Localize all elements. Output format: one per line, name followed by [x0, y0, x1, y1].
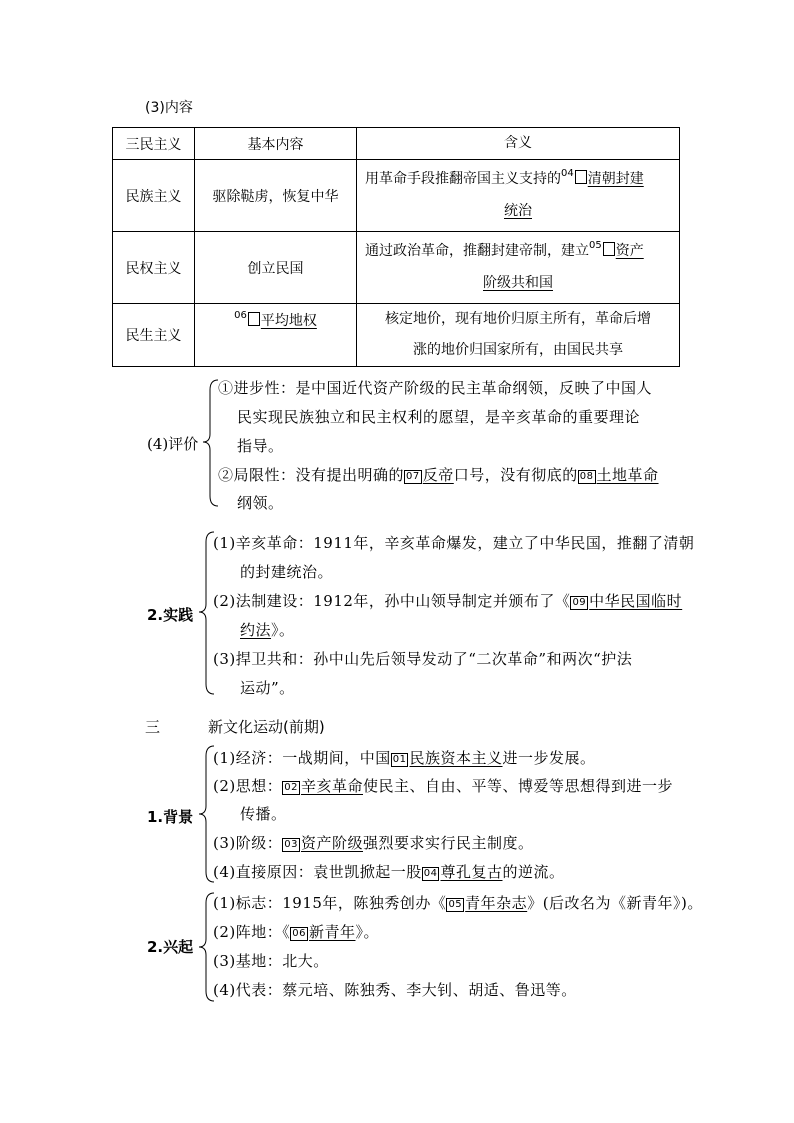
answer-text: 平均地权	[260, 313, 317, 329]
background-item1: (1)经济：一战期间，中国 01 民族资本主义进一步发展。	[213, 749, 596, 767]
practice-item1-line2: 的封建统治。	[240, 563, 334, 581]
practice-item3-line2: 运动”。	[240, 679, 295, 697]
principle-cell: 民权主义	[113, 232, 195, 304]
header-cell: 三民主义	[113, 128, 195, 160]
evaluation-item1-line1: ①进步性：是中国近代资产阶级的民主革命纲领，反映了中国人	[218, 379, 653, 397]
table-row	[113, 304, 680, 367]
blank-box-icon	[603, 242, 615, 256]
evaluation-item2-line2: 纲领。	[237, 494, 284, 512]
practice-item3-line1: (3)捍卫共和：孙中山先后领导发动了“二次革命”和两次“护法	[213, 650, 633, 668]
principle-cell: 民生主义	[113, 304, 195, 367]
blank-number: 04	[423, 868, 438, 879]
blank-number: 07	[406, 471, 420, 482]
principle-cell: 民族主义	[113, 160, 195, 232]
answer-text: 土地革命	[596, 466, 659, 484]
blank-number: 01	[392, 754, 407, 765]
rise-item2: (2)阵地：《 06 新青年》。	[213, 923, 380, 941]
background-label: 1.背景	[147, 808, 194, 826]
blank-box-icon	[575, 170, 587, 184]
blank-box-icon	[248, 312, 260, 326]
answer-text: 辛亥革命	[300, 777, 363, 795]
background-item4: (4)直接原因：袁世凯掀起一股 04 尊孔复古的逆流。	[213, 863, 565, 881]
rise-item3: (3)基地：北大。	[213, 952, 329, 970]
answer-text: 资产阶级	[300, 834, 363, 852]
section-number: 三	[145, 718, 161, 736]
meaning-cell	[357, 160, 680, 232]
header-cell: 含义	[357, 128, 680, 160]
blank-number: 08	[579, 471, 594, 482]
evaluation-item1-line3: 指导。	[237, 437, 284, 455]
evaluation-item2-line1: ②局限性：没有提出明确的 07 反帝口号，没有彻底的 08 土地革命	[218, 466, 659, 484]
meaning-cell	[357, 232, 680, 304]
rise-item1: (1)标志：1915年，陈独秀创办《 05 青年杂志》(后改名为《新青年》)。	[213, 894, 703, 912]
header-cell: 基本内容	[195, 128, 357, 160]
meaning-cell	[357, 304, 680, 367]
answer-text: 新青年	[308, 923, 356, 941]
left-brace-icon	[196, 530, 218, 696]
practice-label: 2.实践	[147, 606, 194, 624]
answer-text: 反帝	[422, 466, 454, 484]
background-item2-line2: 传播。	[240, 805, 287, 823]
blank-number: 09	[572, 597, 587, 608]
answer-text: 清朝封建	[587, 171, 644, 187]
meaning-text: 通过政治革命，推翻封建帝制，建立	[365, 243, 589, 259]
basic-cell	[195, 304, 357, 367]
blank-number: 06	[292, 928, 306, 939]
meaning-text: 核定地价，现有地价归原主所有，革命后增	[385, 311, 651, 327]
basic-cell: 驱除鞑虏，恢复中华	[195, 160, 357, 232]
blank-number: 06	[234, 310, 247, 321]
answer-text: 中华民国临时	[589, 592, 683, 610]
practice-item1-line1: (1)辛亥革命：1911年，辛亥革命爆发，建立了中华民国，推翻了清朝	[213, 534, 695, 552]
table-row	[113, 232, 680, 304]
table-row	[113, 160, 680, 232]
practice-item2-line2: 约法》。	[240, 621, 295, 639]
meaning-text: 用革命手段推翻帝国主义支持的	[365, 171, 561, 187]
answer-text: 约法	[240, 621, 272, 639]
answer-text: 资产	[615, 243, 644, 259]
background-item3: (3)阶级： 03 资产阶级强烈要求实行民主制度。	[213, 834, 534, 852]
table-header-row	[113, 128, 680, 160]
answer-text: 青年杂志	[465, 894, 528, 912]
content-caption: (3)内容	[145, 100, 193, 116]
answer-text: 民族资本主义	[409, 749, 503, 767]
evaluation-item1-line2: 民实现民族独立和民主权利的愿望，是辛亥革命的重要理论	[237, 408, 641, 426]
blank-number: 05	[448, 899, 463, 910]
blank-number: 04	[561, 168, 574, 179]
evaluation-label: (4)评价	[147, 435, 199, 453]
rise-label: 2.兴起	[147, 938, 194, 956]
three-principles-table	[112, 127, 680, 367]
section-title: 新文化运动(前期)	[208, 718, 325, 736]
answer-text: 统治	[504, 203, 532, 219]
practice-item2-line1: (2)法制建设：1912年，孙中山领导制定并颁布了《 09 中华民国临时	[213, 592, 683, 610]
rise-item4: (4)代表：蔡元培、陈独秀、李大钊、胡适、鲁迅等。	[213, 981, 577, 999]
meaning-text: 涨的地价归国家所有，由国民共享	[413, 342, 623, 358]
blank-number: 02	[284, 782, 298, 793]
answer-text: 尊孔复古	[440, 863, 503, 881]
basic-cell: 创立民国	[195, 232, 357, 304]
blank-number: 05	[589, 240, 602, 251]
blank-number: 03	[284, 839, 298, 850]
background-item2-line1: (2)思想： 02 辛亥革命使民主、自由、平等、博爱等思想得到进一步	[213, 777, 674, 795]
answer-text: 阶级共和国	[483, 275, 553, 291]
